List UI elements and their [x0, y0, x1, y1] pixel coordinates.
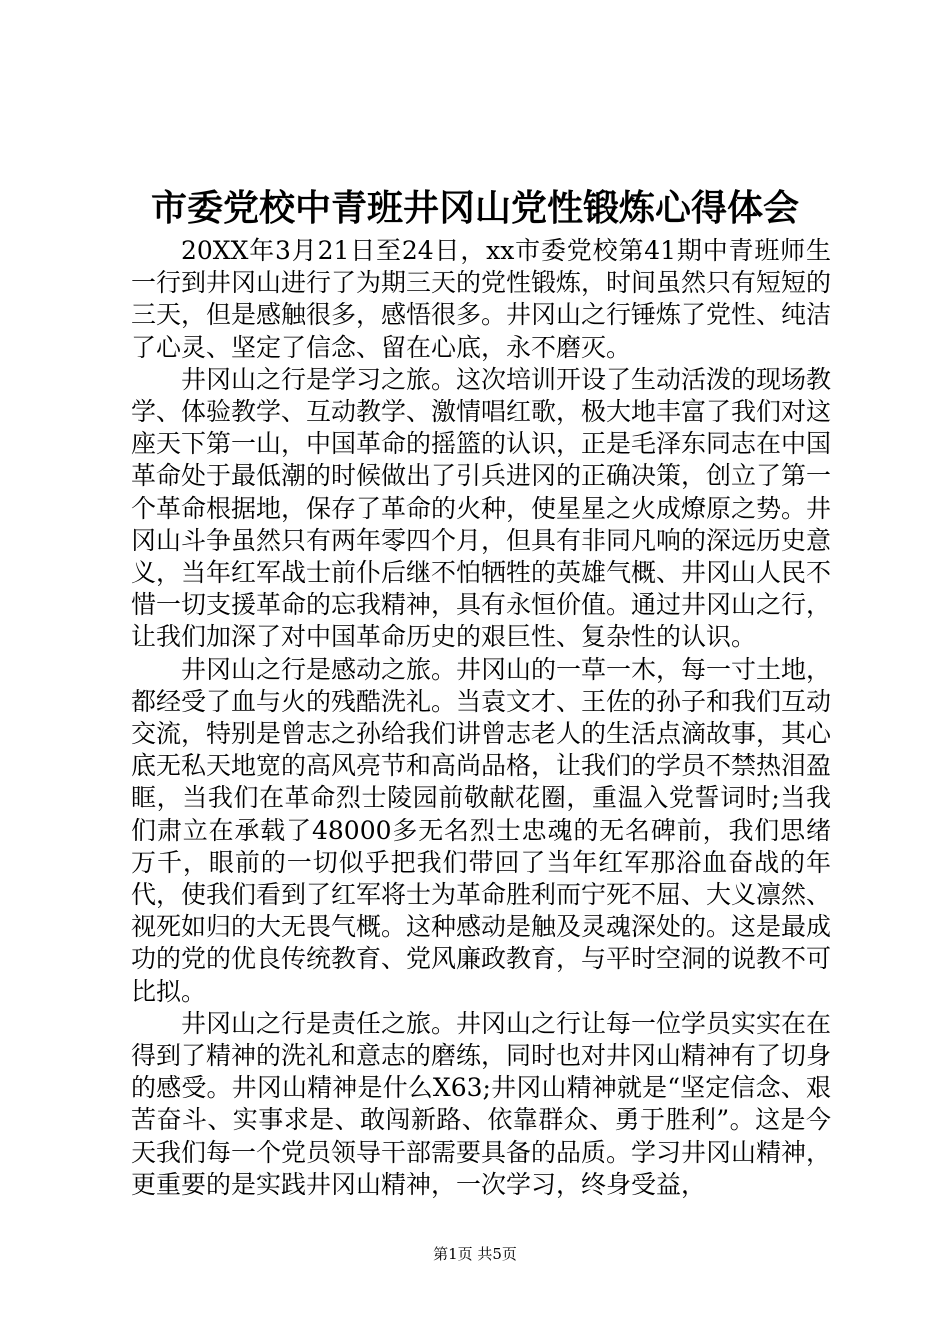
document-body: [131, 235, 831, 1201]
paragraph-1: 20XX年3月21日至24日，xx市委党校第41期中青班师生一行到井冈山进行了为期三天的党性锻炼，时间虽然只有短短的三天，但是感触很多，感悟很多。井冈山之行锤炼了党性、纯洁了心灵、坚定了信念、留在心底，永不磨灭。: [131, 236, 832, 362]
page-number-footer: 第1页 共5页: [433, 1245, 517, 1263]
paragraph-4: 井冈山之行是责任之旅。井冈山之行让每一位学员实实在在得到了精神的洗礼和意志的磨练，同时也对井冈山精神有了切身的感受。井冈山精神是什么X63;井冈山精神就是“坚定信念、艰苦奋斗、实事求是、敢闯新路、依靠群众、勇于胜利”。这是今天我们每一个党员领导干部需要具备的品质。学习井冈山精神，更重要的是实践井冈山精神，一次学习，终身受益，: [131, 1008, 832, 1199]
document-title: 市委党校中青班井冈山党性锻炼心得体会: [150, 187, 799, 229]
paragraph-2: 井冈山之行是学习之旅。这次培训开设了生动活泼的现场教学、体验教学、互动教学、激情唱红歌，极大地丰富了我们对这座天下第一山，中国革命的摇篮的认识，正是毛泽东同志在中国革命处于最低潮的时候做出了引兵进冈的正确决策，创立了第一个革命根据地，保存了革命的火种，使星星之火成燎原之势。井冈山斗争虽然只有两年零四个月，但具有非同凡响的深远历史意义，当年红军战士前仆后继不怕牺牲的英雄气概、井冈山人民不惜一切支援革命的忘我精神，具有永恒价值。通过井冈山之行，让我们加深了对中国革命历史的艰巨性、复杂性的认识。: [131, 364, 832, 652]
paragraph-3: 井冈山之行是感动之旅。井冈山的一草一木，每一寸土地，都经受了血与火的残酷洗礼。当袁文才、王佐的孙子和我们互动交流，特别是曾志之孙给我们讲曾志老人的生活点滴故事，其心底无私天地宽的高风亮节和高尚品格，让我们的学员不禁热泪盈眶，当我们在革命烈士陵园前敬献花圈，重温入党誓词时;当我们肃立在承载了48000多无名烈士忠魂的无名碑前，我们思绪万千，眼前的一切似乎把我们带回了当年红军那浴血奋战的年代，使我们看到了红军将士为革命胜利而宁死不屈、大义凛然、视死如归的大无畏气概。这种感动是触及灵魂深处的。这是最成功的党的优良传统教育、党风廉政教育，与平时空洞的说教不可比拟。: [131, 654, 832, 1006]
